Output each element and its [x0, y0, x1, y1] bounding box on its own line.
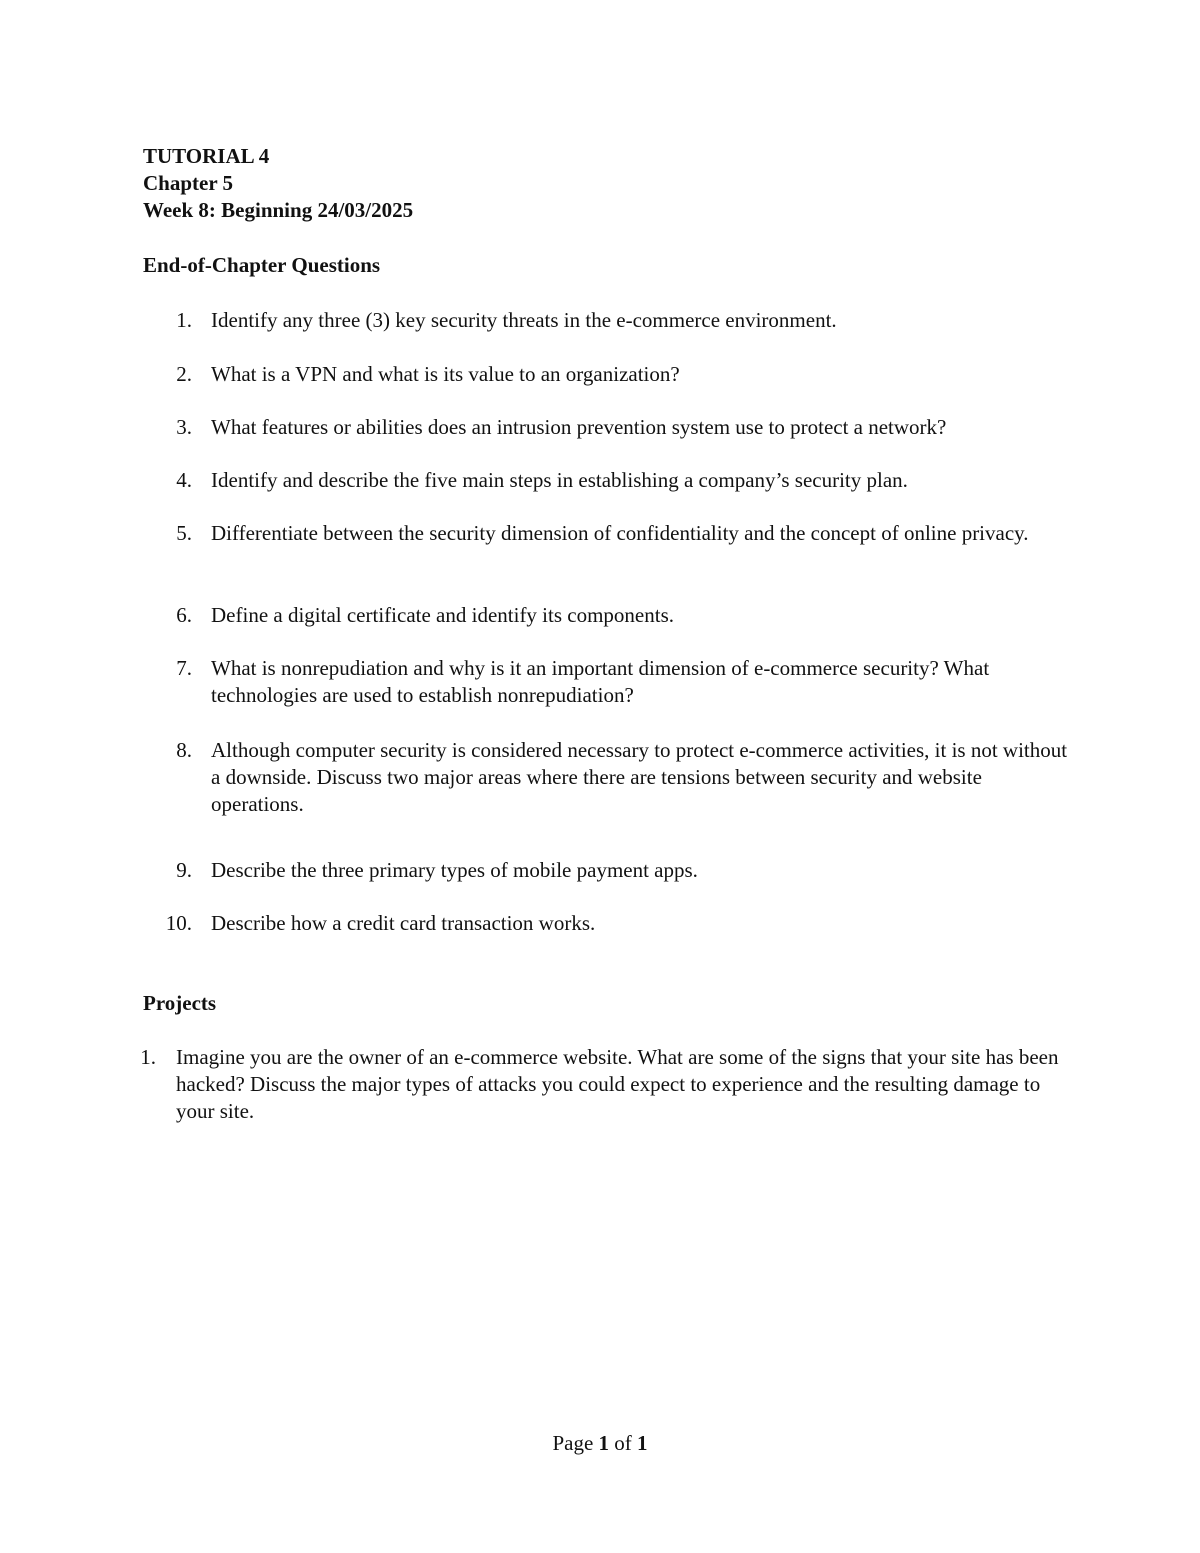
- projects-heading: Projects: [143, 991, 217, 1015]
- question-number: 1.: [176, 308, 192, 332]
- chapter-label: Chapter 5: [143, 171, 234, 195]
- question-text: What is a VPN and what is its value to an organization?: [211, 362, 680, 386]
- page-footer: [0, 1430, 1200, 1457]
- question-text: Describe how a credit card transaction works.: [211, 911, 596, 935]
- question-text: Although computer security is considered necessary to protect e-commerce activities, it is not without a downside. Discuss two major areas where there are tensions between security and website operations.: [211, 738, 1068, 816]
- week-label: Week 8: Beginning 24/03/2025: [143, 198, 414, 222]
- question-number: 7.: [176, 656, 192, 680]
- page-current: 1: [598, 1431, 610, 1455]
- question-text: Identify any three (3) key security threats in the e-commerce environment.: [211, 308, 837, 332]
- question-text: Differentiate between the security dimension of confidentiality and the concept of online privacy.: [211, 521, 1029, 545]
- question-number: 8.: [176, 738, 192, 762]
- project-number: 1.: [140, 1045, 156, 1069]
- question-text: Describe the three primary types of mobile payment apps.: [211, 858, 698, 882]
- question-number: 3.: [176, 415, 192, 439]
- tutorial-title: TUTORIAL 4: [143, 144, 270, 168]
- question-number: 2.: [176, 362, 192, 386]
- page-prefix: Page: [552, 1431, 599, 1455]
- question-text: What is nonrepudiation and why is it an important dimension of e-commerce security? What technologies are used to establish nonrepudiation?: [211, 656, 990, 707]
- page-of: of: [609, 1431, 638, 1455]
- project-text: Imagine you are the owner of an e-commerce website. What are some of the signs that your site has been hacked? Discuss the major types of attacks you could expect to experience and the resulting damage to your site.: [176, 1045, 1059, 1123]
- document-header: [143, 143, 413, 224]
- end-of-chapter-heading: End-of-Chapter Questions: [143, 253, 381, 277]
- question-number: 10.: [165, 911, 192, 935]
- question-text: Identify and describe the five main steps in establishing a company’s security plan.: [211, 468, 908, 492]
- question-text: What features or abilities does an intrusion prevention system use to protect a network?: [211, 415, 947, 439]
- question-number: 9.: [176, 858, 192, 882]
- question-number: 5.: [176, 521, 192, 545]
- question-number: 6.: [176, 603, 192, 627]
- question-number: 4.: [176, 468, 192, 492]
- page-total: 1: [637, 1431, 648, 1455]
- question-text: Define a digital certificate and identify its components.: [211, 603, 675, 627]
